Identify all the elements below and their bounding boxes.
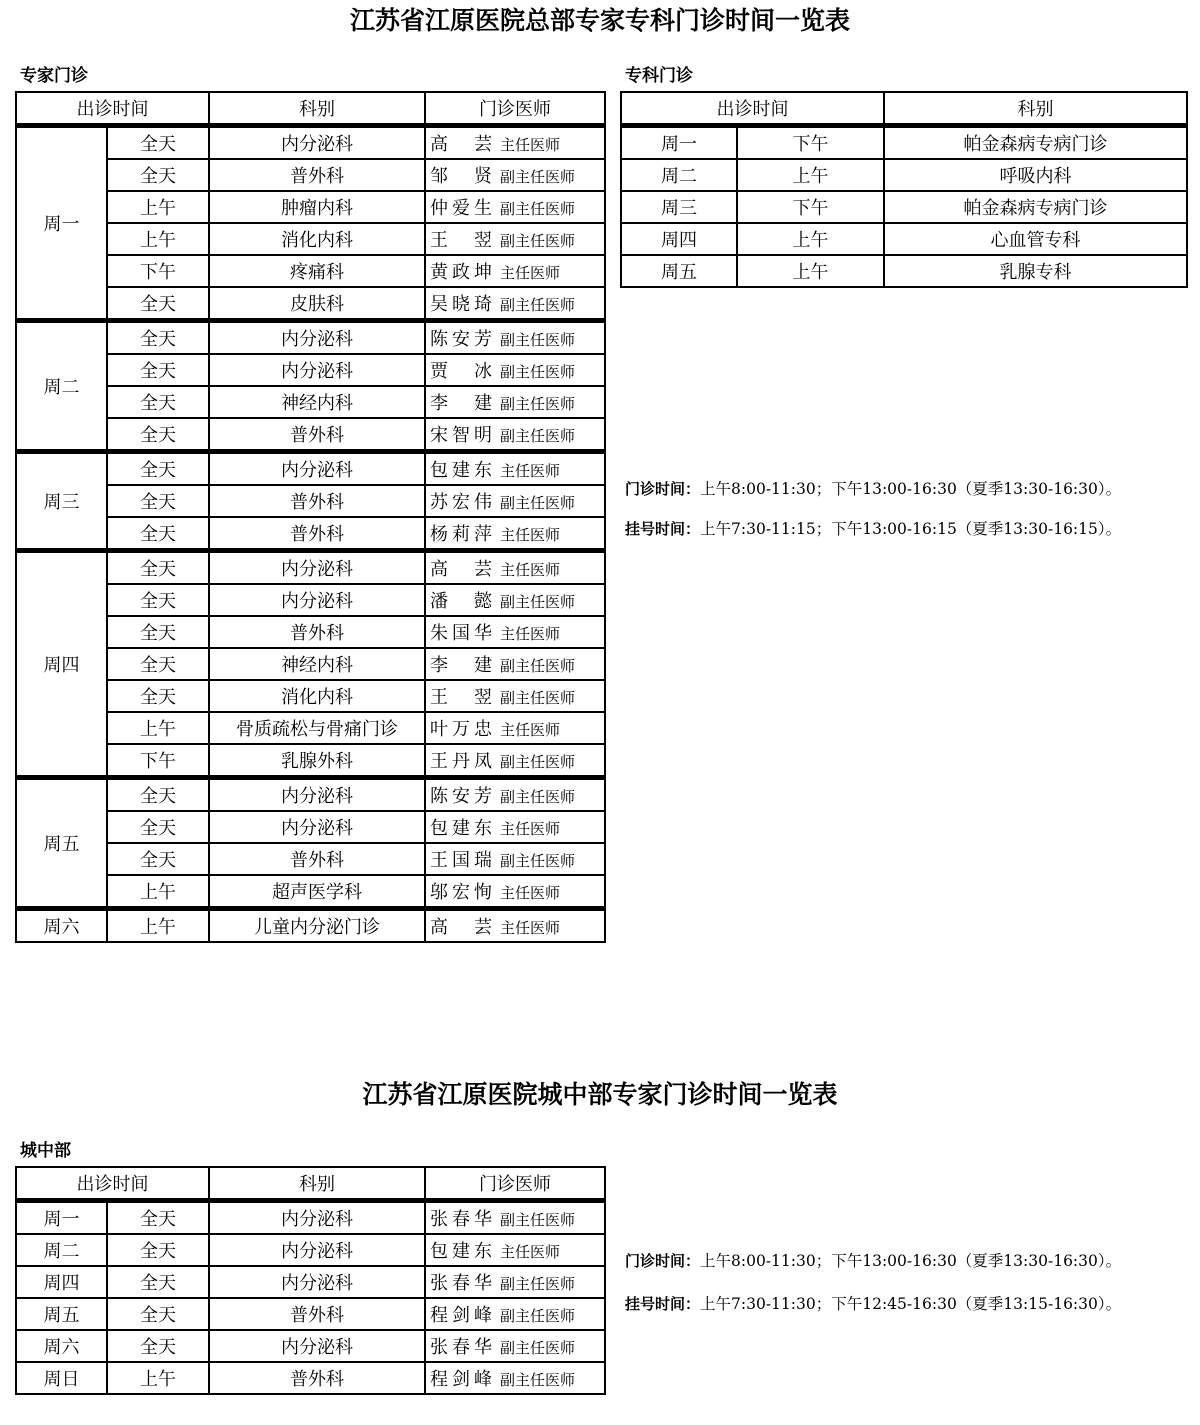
- table-row: [621, 223, 1187, 255]
- day-cell: 周日: [16, 1362, 107, 1394]
- doctor-title: 副主任医师: [500, 1211, 576, 1229]
- day-cell: 周五: [16, 1298, 107, 1330]
- time-cell: 全天: [107, 1266, 209, 1298]
- doctor-title: 副主任医师: [500, 753, 576, 771]
- doctor-cell: [425, 584, 605, 616]
- doctor-name: 邬宏恂: [430, 882, 492, 903]
- dept-cell: 内分泌科: [209, 1266, 425, 1298]
- doctor-cell: [425, 1330, 605, 1362]
- doctor-title: 主任医师: [500, 820, 561, 838]
- dept-cell: 内分泌科: [209, 126, 425, 160]
- doctor-title: 副主任医师: [500, 168, 576, 186]
- time-cell: 全天: [107, 517, 209, 551]
- time-cell: 全天: [107, 1201, 209, 1235]
- time-cell: 全天: [107, 287, 209, 321]
- doctor-cell: [425, 1362, 605, 1394]
- doctor-cell: [425, 1266, 605, 1298]
- doctor-cell: [425, 126, 605, 160]
- dept-cell: 神经内科: [209, 648, 425, 680]
- doctor-cell: [425, 418, 605, 452]
- doctor-title: 副主任医师: [500, 296, 576, 314]
- time-cell: 全天: [107, 452, 209, 486]
- table-row: [16, 1266, 605, 1298]
- dept-cell: 肿瘤内科: [209, 191, 425, 223]
- doctor-name: 贾冰: [430, 361, 492, 382]
- day-cell: 周四: [16, 1266, 107, 1298]
- table-row: [16, 1330, 605, 1362]
- doctor-title: 主任医师: [500, 884, 561, 902]
- time-cell: 上午: [107, 1362, 209, 1394]
- doctor-name: 高芸: [430, 559, 492, 580]
- dept-cell: 消化内科: [209, 223, 425, 255]
- time-cell: 全天: [107, 485, 209, 517]
- table-row: [16, 1201, 605, 1235]
- dept-cell: 超声医学科: [209, 875, 425, 909]
- doctor-name: 黄政坤: [430, 262, 492, 283]
- dept-cell: 普外科: [209, 485, 425, 517]
- table-row: [621, 159, 1187, 191]
- time-cell: 全天: [107, 321, 209, 355]
- doctor-title: 主任医师: [500, 462, 561, 480]
- specialty-section-label: 专科门诊: [625, 66, 693, 86]
- doctor-name: 程剑峰: [430, 1369, 492, 1390]
- time-cell: 上午: [107, 712, 209, 744]
- day-cell: 周四: [621, 223, 737, 255]
- doctor-cell: [425, 648, 605, 680]
- dept-cell: 消化内科: [209, 680, 425, 712]
- time-cell: 下午: [107, 744, 209, 778]
- day-cell: 周五: [16, 778, 107, 909]
- doctor-name: 陈安芳: [430, 786, 492, 807]
- doctor-cell: [425, 616, 605, 648]
- time-cell: 上午: [107, 875, 209, 909]
- doctor-title: 副主任医师: [500, 689, 576, 707]
- dept-cell: 乳腺外科: [209, 744, 425, 778]
- doctor-name: 包建东: [430, 1241, 492, 1262]
- doctor-name: 仲爱生: [430, 198, 492, 219]
- header-doctor: 门诊医师: [425, 92, 605, 126]
- doctor-cell: [425, 1234, 605, 1266]
- dept-cell: 内分泌科: [209, 811, 425, 843]
- doctor-cell: [425, 386, 605, 418]
- dept-cell: 内分泌科: [209, 452, 425, 486]
- doctor-title: 副主任医师: [500, 852, 576, 870]
- table-row: [621, 191, 1187, 223]
- spec-header-time: 出诊时间: [621, 92, 884, 126]
- dept-cell: 内分泌科: [209, 1234, 425, 1266]
- main-title: 江苏省江原医院总部专家专科门诊时间一览表: [349, 6, 850, 35]
- dept-cell: 普外科: [209, 1362, 425, 1394]
- doctor-cell: [425, 485, 605, 517]
- doctor-name: 叶万忠: [430, 719, 492, 740]
- time-cell: 全天: [107, 616, 209, 648]
- doctor-name: 吴晓琦: [430, 294, 492, 315]
- doctor-cell: [425, 191, 605, 223]
- day-cell: 周五: [621, 255, 737, 287]
- table-row: [16, 1298, 605, 1330]
- table-row: [16, 551, 605, 585]
- dept-cell: 普外科: [209, 616, 425, 648]
- city-clinic-hours: 门诊时间：上午8:00-11:30；下午13:00-16:30（夏季13:30-16:30）。: [625, 1252, 1122, 1270]
- time-cell: 全天: [107, 1298, 209, 1330]
- doctor-cell: [425, 1298, 605, 1330]
- time-cell: 全天: [107, 386, 209, 418]
- doctor-name: 高芸: [430, 917, 492, 938]
- time-cell: 上午: [737, 255, 884, 287]
- dept-cell: 普外科: [209, 1298, 425, 1330]
- table-row: [16, 321, 605, 355]
- dept-cell: 内分泌科: [209, 551, 425, 585]
- doctor-title: 副主任医师: [500, 427, 576, 445]
- doctor-name: 陈安芳: [430, 329, 492, 350]
- doctor-cell: [425, 354, 605, 386]
- doctor-title: 副主任医师: [500, 657, 576, 675]
- doctor-title: 副主任医师: [500, 1339, 576, 1357]
- time-cell: 下午: [107, 255, 209, 287]
- time-cell: 全天: [107, 680, 209, 712]
- dept-cell: 帕金森病专病门诊: [884, 126, 1187, 160]
- city-header-doctor: 门诊医师: [425, 1167, 605, 1201]
- doctor-cell: [425, 223, 605, 255]
- doctor-name: 王翌: [430, 230, 492, 251]
- doctor-name: 张春华: [430, 1273, 492, 1294]
- doctor-title: 主任医师: [500, 1243, 561, 1261]
- day-cell: 周六: [16, 909, 107, 943]
- specialty-clinic-table: [620, 91, 1188, 288]
- doctor-name: 宋智明: [430, 425, 492, 446]
- dept-cell: 内分泌科: [209, 1330, 425, 1362]
- doctor-name: 王国瑞: [430, 850, 492, 871]
- table-row: [16, 1362, 605, 1394]
- time-cell: 全天: [107, 584, 209, 616]
- doctor-title: 副主任医师: [500, 1371, 576, 1389]
- time-cell: 全天: [107, 843, 209, 875]
- doctor-name: 程剑峰: [430, 1305, 492, 1326]
- doctor-name: 李建: [430, 655, 492, 676]
- doctor-cell: [425, 778, 605, 812]
- doctor-cell: [425, 843, 605, 875]
- expert-clinic-table: [15, 91, 606, 943]
- doctor-cell: [425, 744, 605, 778]
- dept-cell: 普外科: [209, 843, 425, 875]
- hq-register-hours: 挂号时间：上午7:30-11:15；下午13:00-16:15（夏季13:30-16:15）。: [625, 520, 1122, 538]
- doctor-cell: [425, 875, 605, 909]
- day-cell: 周一: [16, 126, 107, 321]
- time-cell: 上午: [737, 159, 884, 191]
- doctor-name: 张春华: [430, 1337, 492, 1358]
- expert-section-label: 专家门诊: [20, 66, 88, 86]
- time-cell: 全天: [107, 159, 209, 191]
- doctor-title: 副主任医师: [500, 1275, 576, 1293]
- city-header-time: 出诊时间: [16, 1167, 209, 1201]
- table-row: [16, 452, 605, 486]
- doctor-cell: [425, 159, 605, 191]
- doctor-cell: [425, 517, 605, 551]
- doctor-title: 副主任医师: [500, 395, 576, 413]
- doctor-title: 副主任医师: [500, 331, 576, 349]
- city-clinic-table: [15, 1166, 606, 1395]
- doctor-title: 副主任医师: [500, 1307, 576, 1325]
- doctor-title: 主任医师: [500, 919, 561, 937]
- doctor-cell: [425, 551, 605, 585]
- doctor-cell: [425, 255, 605, 287]
- table-row: [16, 126, 605, 160]
- dept-cell: 帕金森病专病门诊: [884, 191, 1187, 223]
- table-row: [621, 126, 1187, 160]
- day-cell: 周二: [621, 159, 737, 191]
- time-cell: 上午: [737, 223, 884, 255]
- doctor-name: 苏宏伟: [430, 492, 492, 513]
- doctor-title: 主任医师: [500, 721, 561, 739]
- doctor-title: 主任医师: [500, 625, 561, 643]
- doctor-name: 杨莉萍: [430, 524, 492, 545]
- day-cell: 周二: [16, 1234, 107, 1266]
- doctor-name: 王丹凤: [430, 751, 492, 772]
- time-cell: 全天: [107, 1330, 209, 1362]
- dept-cell: 儿童内分泌门诊: [209, 909, 425, 943]
- doctor-name: 邹贤: [430, 166, 492, 187]
- dept-cell: 皮肤科: [209, 287, 425, 321]
- doctor-cell: [425, 811, 605, 843]
- dept-cell: 骨质疏松与骨痛门诊: [209, 712, 425, 744]
- city-title: 江苏省江原医院城中部专家门诊时间一览表: [362, 1080, 838, 1109]
- dept-cell: 疼痛科: [209, 255, 425, 287]
- doctor-title: 副主任医师: [500, 363, 576, 381]
- doctor-name: 王翌: [430, 687, 492, 708]
- doctor-cell: [425, 321, 605, 355]
- doctor-title: 主任医师: [500, 264, 561, 282]
- doctor-cell: [425, 452, 605, 486]
- doctor-cell: [425, 1201, 605, 1235]
- dept-cell: 呼吸内科: [884, 159, 1187, 191]
- day-cell: 周四: [16, 551, 107, 778]
- city-section-label: 城中部: [20, 1141, 71, 1161]
- time-cell: 全天: [107, 126, 209, 160]
- city-header-dept: 科别: [209, 1167, 425, 1201]
- dept-cell: 普外科: [209, 517, 425, 551]
- time-cell: 全天: [107, 354, 209, 386]
- time-cell: 全天: [107, 1234, 209, 1266]
- day-cell: 周三: [621, 191, 737, 223]
- doctor-title: 主任医师: [500, 526, 561, 544]
- doctor-name: 潘懿: [430, 591, 492, 612]
- dept-cell: 内分泌科: [209, 584, 425, 616]
- dept-cell: 乳腺专科: [884, 255, 1187, 287]
- doctor-cell: [425, 712, 605, 744]
- time-cell: 下午: [737, 191, 884, 223]
- doctor-name: 张春华: [430, 1209, 492, 1230]
- table-row: [621, 255, 1187, 287]
- day-cell: 周一: [16, 1201, 107, 1235]
- dept-cell: 普外科: [209, 159, 425, 191]
- doctor-name: 包建东: [430, 818, 492, 839]
- time-cell: 全天: [107, 551, 209, 585]
- doctor-cell: [425, 680, 605, 712]
- time-cell: 上午: [107, 191, 209, 223]
- table-row: [16, 1234, 605, 1266]
- dept-cell: 内分泌科: [209, 778, 425, 812]
- city-register-hours: 挂号时间：上午7:30-11:30；下午12:45-16:30（夏季13:15-16:30）。: [625, 1295, 1122, 1313]
- day-cell: 周三: [16, 452, 107, 551]
- doctor-cell: [425, 909, 605, 943]
- day-cell: 周一: [621, 126, 737, 160]
- doctor-name: 李建: [430, 393, 492, 414]
- doctor-title: 主任医师: [500, 136, 561, 154]
- spec-header-dept: 科别: [884, 92, 1187, 126]
- table-row: [16, 909, 605, 943]
- header-time: 出诊时间: [16, 92, 209, 126]
- doctor-title: 副主任医师: [500, 788, 576, 806]
- doctor-title: 副主任医师: [500, 232, 576, 250]
- table-row: [16, 778, 605, 812]
- hq-clinic-hours: 门诊时间：上午8:00-11:30；下午13:00-16:30（夏季13:30-16:30）。: [625, 480, 1122, 498]
- header-dept: 科别: [209, 92, 425, 126]
- dept-cell: 内分泌科: [209, 321, 425, 355]
- doctor-name: 包建东: [430, 460, 492, 481]
- dept-cell: 内分泌科: [209, 1201, 425, 1235]
- time-cell: 下午: [737, 126, 884, 160]
- dept-cell: 普外科: [209, 418, 425, 452]
- doctor-name: 高芸: [430, 134, 492, 155]
- dept-cell: 心血管专科: [884, 223, 1187, 255]
- doctor-title: 副主任医师: [500, 200, 576, 218]
- time-cell: 全天: [107, 811, 209, 843]
- time-cell: 全天: [107, 418, 209, 452]
- time-cell: 上午: [107, 909, 209, 943]
- doctor-title: 副主任医师: [500, 593, 576, 611]
- time-cell: 全天: [107, 778, 209, 812]
- day-cell: 周六: [16, 1330, 107, 1362]
- dept-cell: 神经内科: [209, 386, 425, 418]
- doctor-name: 朱国华: [430, 623, 492, 644]
- doctor-cell: [425, 287, 605, 321]
- doctor-title: 副主任医师: [500, 494, 576, 512]
- dept-cell: 内分泌科: [209, 354, 425, 386]
- day-cell: 周二: [16, 321, 107, 452]
- time-cell: 全天: [107, 648, 209, 680]
- doctor-title: 主任医师: [500, 561, 561, 579]
- time-cell: 上午: [107, 223, 209, 255]
